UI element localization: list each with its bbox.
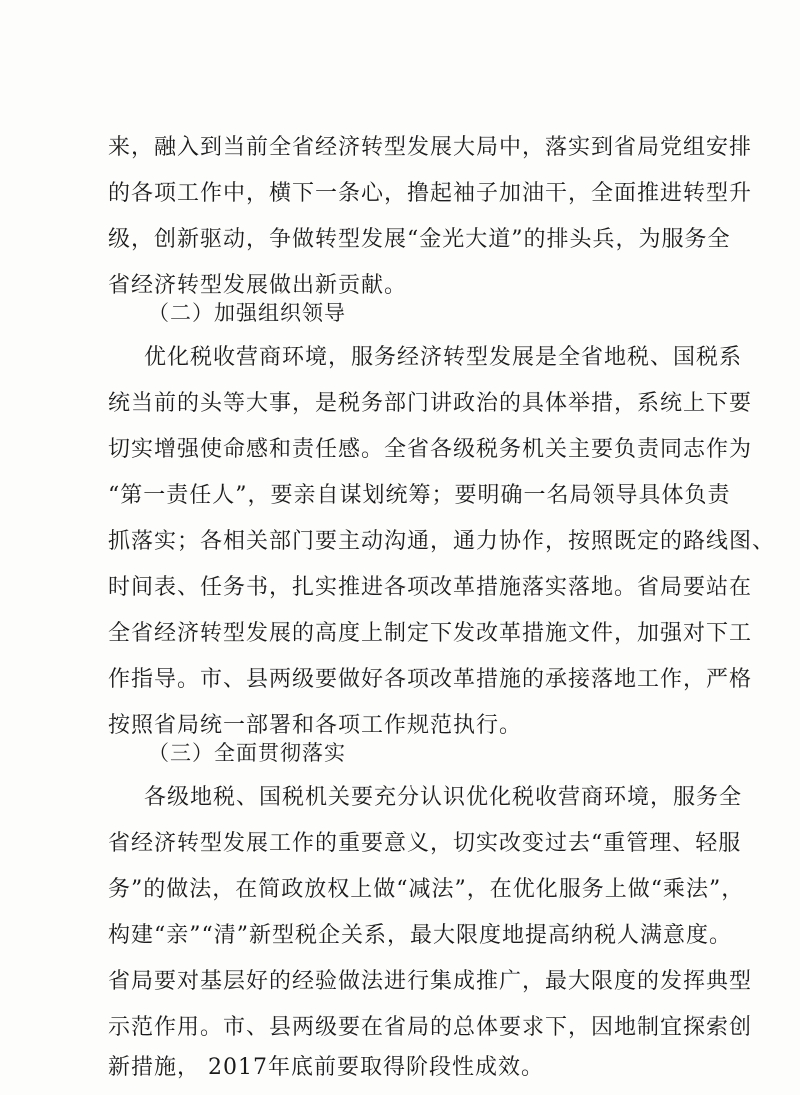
paragraph-line: 省经济转型发展做出新贡献。 xyxy=(108,273,408,298)
paragraph-line: 构建“亲”“清”新型税企关系，最大限度地提高纳税人满意度。 xyxy=(108,923,732,948)
paragraph-line: 全省经济转型发展的高度上制定下发改革措施文件，加强对下工 xyxy=(108,621,753,646)
paragraph-line: 示范作用。市、县两级要在省局的总体要求下，因地制宜探索创 xyxy=(108,1015,753,1040)
section-heading-2: （二）加强组织领导 xyxy=(148,301,346,325)
paragraph-line: 省经济转型发展工作的重要意义，切实改变过去“重管理、轻服 xyxy=(108,831,742,856)
paragraph-line: 优化税收营商环境，服务经济转型发展是全省地税、国税系 xyxy=(144,345,743,370)
paragraph-line: 切实增强使命感和责任感。全省各级税务机关主要负责同志作为 xyxy=(108,437,753,462)
paragraph-line: 省局要对基层好的经验做法进行集成推广，最大限度的发挥典型 xyxy=(108,969,753,994)
paragraph-line: 新措施， 2017年底前要取得阶段性成效。 xyxy=(108,1055,544,1080)
paragraph-line: 按照省局统一部署和各项工作规范执行。 xyxy=(108,713,523,738)
paragraph-line: 作指导。市、县两级要做好各项改革措施的承接落地工作，严格 xyxy=(108,667,753,692)
paragraph-line: 各级地税、国税机关要充分认识优化税收营商环境，服务全 xyxy=(144,785,743,810)
paragraph-line: 来，融入到当前全省经济转型发展大局中，落实到省局党组安排 xyxy=(108,135,753,160)
paragraph-line: “第一责任人”，要亲自谋划统筹；要明确一名局领导具体负责 xyxy=(108,483,731,508)
paragraph-line: 的各项工作中，横下一条心，撸起袖子加油干，全面推进转型升 xyxy=(108,181,753,206)
paragraph-line: 务”的做法，在简政放权上做“减法”，在优化服务上做“乘法”， xyxy=(108,877,745,902)
paragraph-line: 时间表、任务书，扎实推进各项改革措施落实落地。省局要站在 xyxy=(108,575,753,600)
paragraph-line: 抓落实；各相关部门要主动沟通，通力协作，按照既定的路线图、 xyxy=(108,529,776,554)
paragraph-line: 统当前的头等大事，是税务部门讲政治的具体举措，系统上下要 xyxy=(108,391,753,416)
section-heading-3: （三）全面贯彻落实 xyxy=(148,741,346,765)
paragraph-line: 级，创新驱动，争做转型发展“金光大道”的排头兵，为服务全 xyxy=(108,227,731,252)
